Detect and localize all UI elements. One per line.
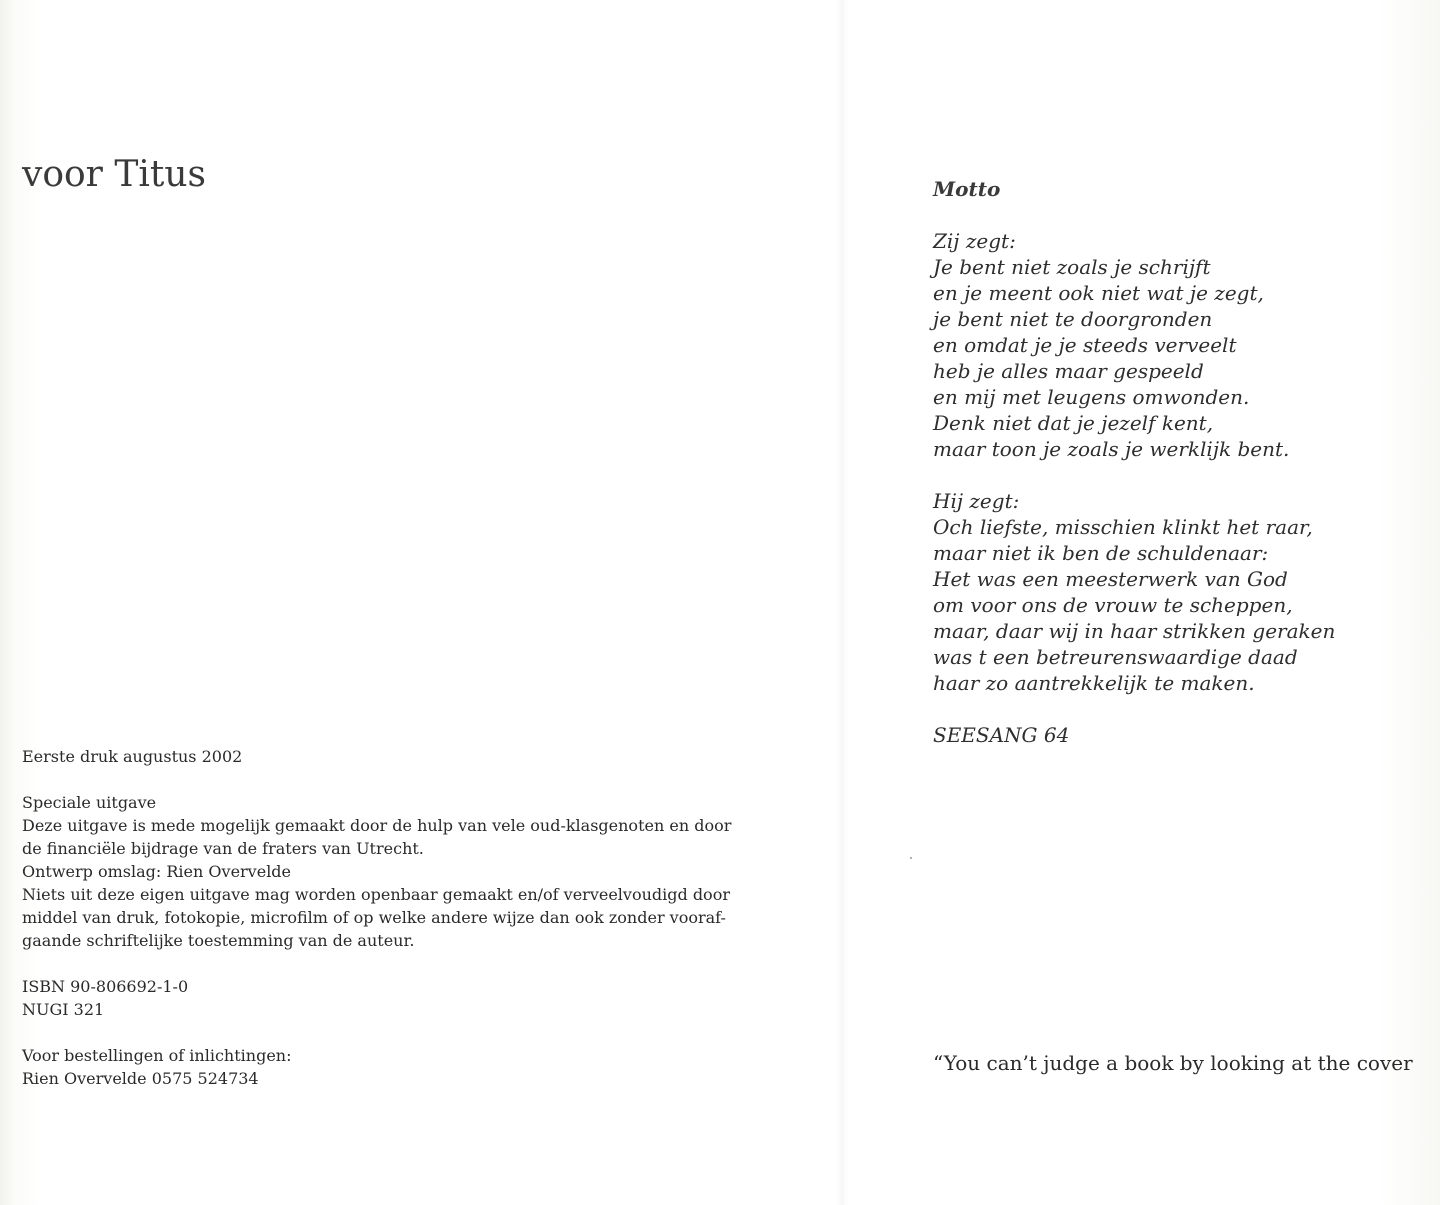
cover-design-credit: Ontwerp omslag: Rien Overvelde bbox=[22, 862, 292, 881]
poem-line: haar zo aantrekkelijk te maken. bbox=[933, 671, 1255, 695]
poem-line: en omdat je je steeds verveelt bbox=[933, 333, 1237, 357]
poem-stanza-2 bbox=[933, 488, 1433, 696]
poem-line: Zij zegt: bbox=[933, 229, 1016, 253]
right-page bbox=[840, 0, 1440, 1205]
poem-line: om voor ons de vrouw te scheppen, bbox=[933, 593, 1293, 617]
orders-contact: Rien Overvelde 0575 524734 bbox=[22, 1069, 259, 1088]
special-edition-line: Deze uitgave is mede mogelijk gemaakt door de hulp van vele oud-klasgenoten en door bbox=[22, 816, 732, 835]
motto-title: Motto bbox=[933, 177, 1001, 201]
poem-line: maar, daar wij in haar strikken geraken bbox=[933, 619, 1336, 643]
edition-line: Eerste druk augustus 2002 bbox=[22, 747, 243, 766]
poem-line: maar toon je zoals je werklijk bent. bbox=[933, 437, 1290, 461]
poem-line: je bent niet te doorgronden bbox=[933, 307, 1213, 331]
poem-line: Je bent niet zoals je schrijft bbox=[933, 255, 1211, 279]
cover-quote: “You can’t judge a book by looking at the cover bbox=[933, 1051, 1413, 1075]
rights-line: middel van druk, fotokopie, microfilm of op welke andere wijze dan ook zonder vooraf- bbox=[22, 908, 726, 927]
poem-stanza-1 bbox=[933, 228, 1433, 462]
poem-line: en mij met leugens omwonden. bbox=[933, 385, 1250, 409]
special-edition-line: de financiële bijdrage van de fraters van Utrecht. bbox=[22, 839, 424, 858]
poem-line: heb je alles maar gespeeld bbox=[933, 359, 1204, 383]
nugi-line: NUGI 321 bbox=[22, 1000, 105, 1019]
colophon bbox=[22, 745, 782, 1090]
poem-source: SEESANG 64 bbox=[933, 723, 1070, 747]
poem-line: Och liefste, misschien klinkt het raar, bbox=[933, 515, 1313, 539]
poem-line: Denk niet dat je jezelf kent, bbox=[933, 411, 1214, 435]
rights-line: Niets uit deze eigen uitgave mag worden openbaar gemaakt en/of verveelvoudigd door bbox=[22, 885, 730, 904]
special-edition-title: Speciale uitgave bbox=[22, 793, 157, 812]
poem-line: Hij zegt: bbox=[933, 489, 1020, 513]
paper-speck bbox=[910, 857, 912, 859]
spacer bbox=[22, 1021, 782, 1044]
spacer bbox=[22, 768, 782, 791]
poem-line: was t een betreurenswaardige daad bbox=[933, 645, 1298, 669]
poem-line: Het was een meesterwerk van God bbox=[933, 567, 1288, 591]
rights-line: gaande schriftelijke toestemming van de auteur. bbox=[22, 931, 415, 950]
poem-line: en je meent ook niet wat je zegt, bbox=[933, 281, 1264, 305]
isbn-line: ISBN 90-806692-1-0 bbox=[22, 977, 189, 996]
spacer bbox=[22, 952, 782, 975]
orders-label: Voor bestellingen of inlichtingen: bbox=[22, 1046, 292, 1065]
motto-block bbox=[933, 175, 1433, 748]
dedication-text: voor Titus bbox=[22, 154, 206, 195]
poem-line: maar niet ik ben de schuldenaar: bbox=[933, 541, 1269, 565]
